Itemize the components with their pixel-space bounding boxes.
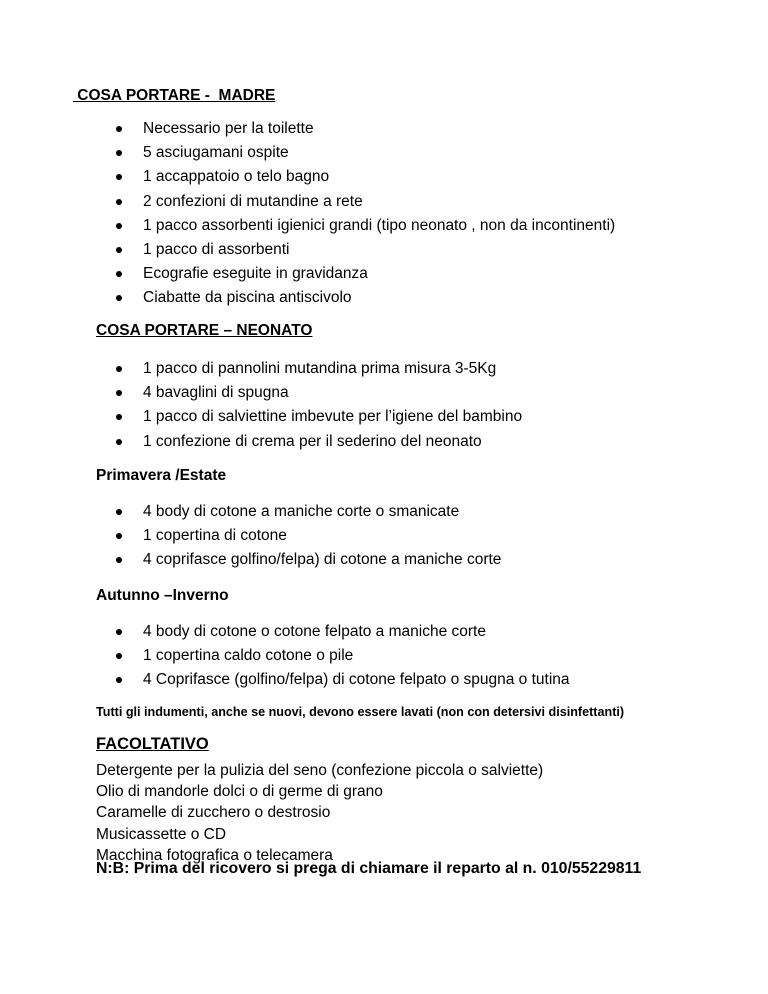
- list-item: 1 pacco assorbenti igienici grandi (tipo neonato , non da incontinenti): [113, 214, 615, 238]
- list-item: 1 pacco di salviettine imbevute per l’igiene del bambino: [113, 405, 522, 429]
- list-item: 4 Coprifasce (golfino/felpa) di cotone felpato o spugna o tutina: [113, 668, 570, 692]
- heading-cosa-portare-neonato: COSA PORTARE – NEONATO: [96, 322, 313, 339]
- list-item: Macchina fotografica o telecamera: [96, 846, 333, 864]
- list-item: 4 body di cotone a maniche corte o smanicate: [113, 500, 501, 524]
- list-autunno: [113, 620, 570, 693]
- list-item: 1 accappatoio o telo bagno: [113, 165, 615, 189]
- list-item: Caramelle di zucchero o destrosio: [96, 804, 331, 822]
- list-item: 1 pacco di assorbenti: [113, 238, 615, 262]
- heading-autunno-inverno: Autunno –Inverno: [96, 587, 229, 604]
- list-item: 4 body di cotone o cotone felpato a maniche corte: [113, 620, 570, 644]
- list-primavera: [113, 500, 501, 573]
- list-item: Olio di mandorle dolci o di germe di grano: [96, 783, 383, 801]
- list-item: 5 asciugamani ospite: [113, 141, 615, 165]
- list-item: Ecografie eseguite in gravidanza: [113, 262, 615, 286]
- nb-phone-note: N:B: Prima del ricovero si prega di chiamare il reparto al n. 010/55229811: [96, 860, 642, 877]
- list-item: 1 confezione di crema per il sederino del neonato: [113, 430, 522, 454]
- list-facoltativo: [96, 760, 543, 866]
- heading-primavera-estate: Primavera /Estate: [96, 467, 227, 484]
- list-item: 4 bavaglini di spugna: [113, 381, 522, 405]
- list-madre: [113, 117, 615, 311]
- list-item: 2 confezioni di mutandine a rete: [113, 190, 615, 214]
- list-item: Musicassette o CD: [96, 825, 227, 843]
- list-item: 1 copertina caldo cotone o pile: [113, 644, 570, 668]
- washing-note: Tutti gli indumenti, anche se nuovi, devono essere lavati (non con detersivi disinfettanti): [96, 705, 625, 719]
- list-item: 1 copertina di cotone: [113, 524, 501, 548]
- heading-facoltativo: FACOLTATIVO: [96, 735, 209, 753]
- list-neonato: [113, 357, 522, 454]
- list-item: 4 coprifasce golfino/felpa) di cotone a maniche corte: [113, 548, 501, 572]
- list-item: 1 pacco di pannolini mutandina prima misura 3-5Kg: [113, 357, 522, 381]
- list-item: Necessario per la toilette: [113, 117, 615, 141]
- heading-cosa-portare-madre: COSA PORTARE - MADRE: [73, 87, 276, 104]
- list-item: Ciabatte da piscina antiscivolo: [113, 286, 615, 310]
- list-item: Detergente per la pulizia del seno (confezione piccola o salviette): [96, 762, 544, 779]
